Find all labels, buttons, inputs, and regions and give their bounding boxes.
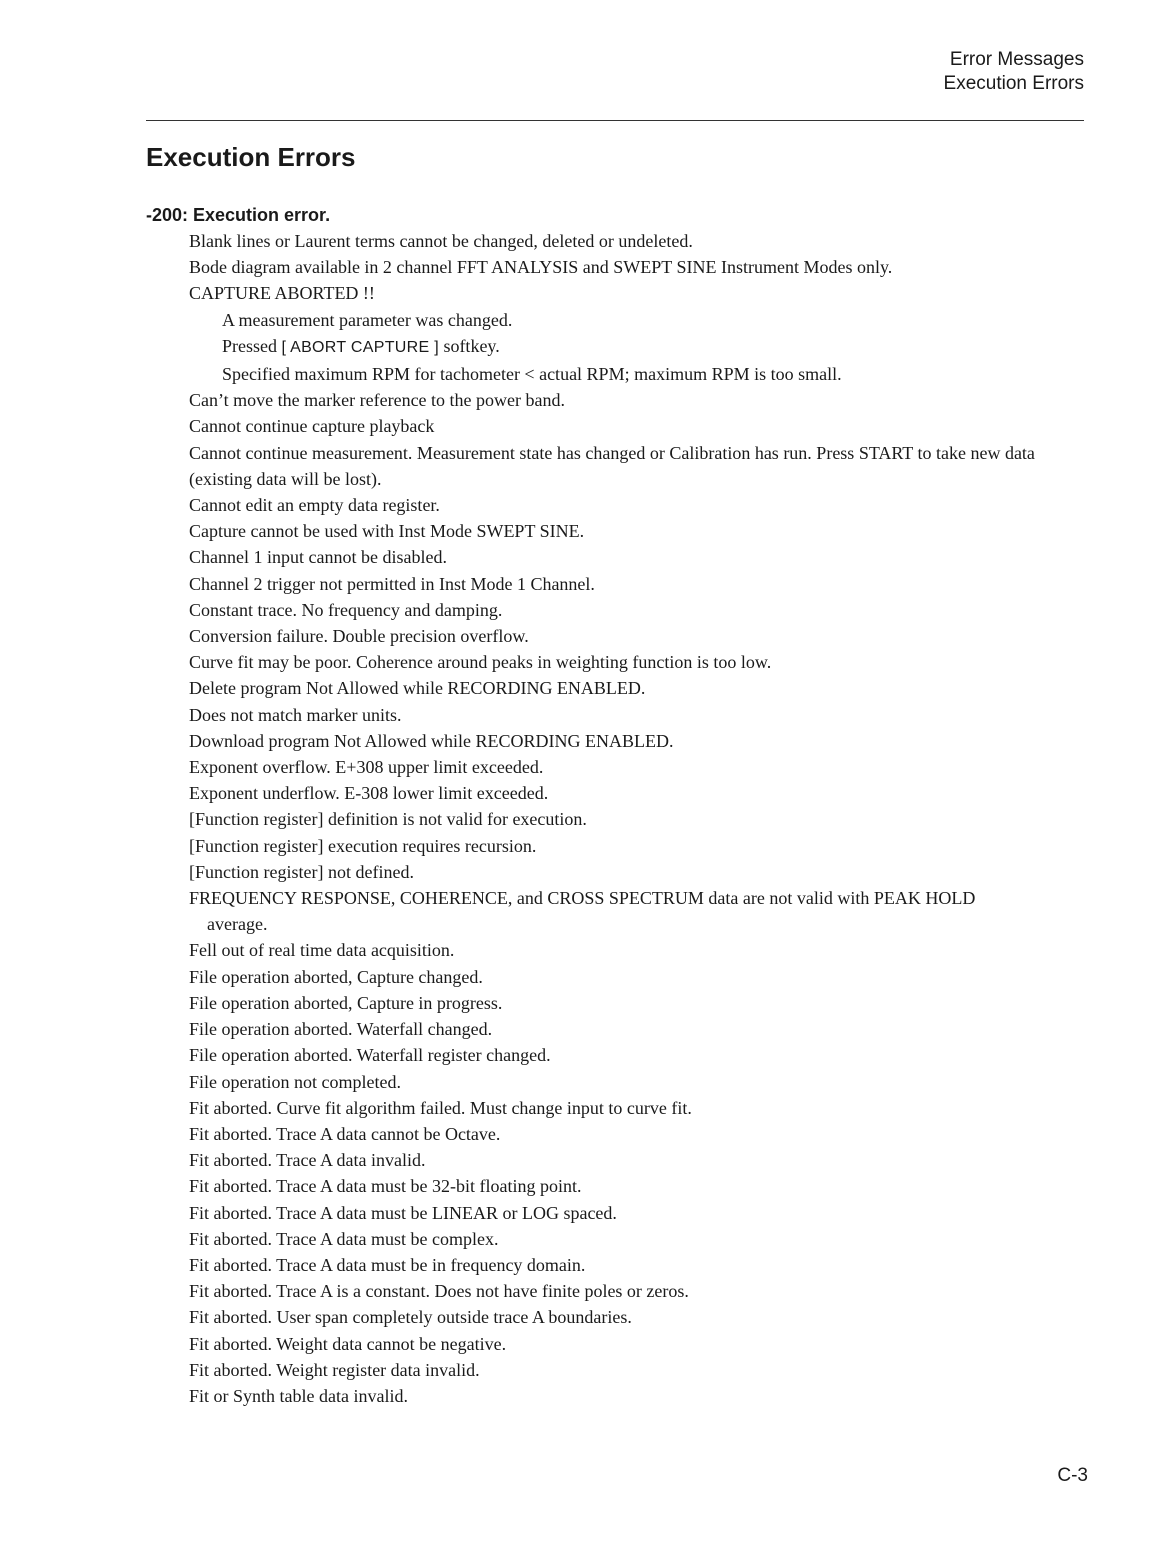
error-message: [Function register] execution requires recursion. xyxy=(189,835,537,856)
error-message: [Function register] not defined. xyxy=(189,861,414,882)
header-section: Error Messages xyxy=(949,49,1084,70)
error-message: Fit aborted. Trace A data must be in frequency domain. xyxy=(189,1254,586,1275)
header-rule xyxy=(146,120,1084,121)
error-message-list xyxy=(189,228,1084,1409)
header-subsection: Execution Errors xyxy=(943,73,1084,94)
error-message: File operation aborted, Capture in progress. xyxy=(189,992,503,1013)
error-message: Channel 2 trigger not permitted in Inst Mode 1 Channel. xyxy=(189,573,595,594)
error-message: Curve fit may be poor. Coherence around peaks in weighting function is too low. xyxy=(189,652,772,673)
error-message: Fit aborted. Trace A is a constant. Does not have finite poles or zeros. xyxy=(189,1281,689,1302)
error-message: Download program Not Allowed while RECORDING ENABLED. xyxy=(189,730,674,751)
error-message: Fit aborted. Weight register data invalid. xyxy=(189,1359,480,1380)
running-header xyxy=(944,48,1084,96)
error-message: File operation aborted. Waterfall register changed. xyxy=(189,1045,551,1066)
error-sub-message xyxy=(189,333,1084,361)
error-message: Cannot edit an empty data register. xyxy=(189,495,440,516)
error-message: Fit aborted. User span completely outside trace A boundaries. xyxy=(189,1307,632,1328)
page-number: C-3 xyxy=(1057,1465,1088,1486)
error-message: Fit aborted. Trace A data invalid. xyxy=(189,1150,426,1171)
error-message: File operation aborted. Waterfall changed. xyxy=(189,1019,493,1040)
error-message: Fit aborted. Curve fit algorithm failed. Must change input to curve fit. xyxy=(189,1097,692,1118)
error-message: [Function register] definition is not valid for execution. xyxy=(189,809,587,830)
error-message: Conversion failure. Double precision overflow. xyxy=(189,626,529,647)
error-message: Exponent overflow. E+308 upper limit exceeded. xyxy=(189,757,544,778)
softkey-label: [ ABORT CAPTURE ] xyxy=(281,338,439,356)
sub-message-prefix: Pressed xyxy=(222,335,277,356)
error-message: File operation aborted, Capture changed. xyxy=(189,966,483,987)
error-message: Can’t move the marker reference to the power band. xyxy=(189,390,566,411)
error-message: Capture cannot be used with Inst Mode SWEPT SINE. xyxy=(189,521,585,542)
error-message: Channel 1 input cannot be disabled. xyxy=(189,547,447,568)
error-message: Fit aborted. Trace A data cannot be Octave. xyxy=(189,1123,501,1144)
error-message: Fit aborted. Trace A data must be LINEAR or LOG spaced. xyxy=(189,1202,617,1223)
error-message: Exponent underflow. E-308 lower limit exceeded. xyxy=(189,783,549,804)
error-message: Delete program Not Allowed while RECORDING ENABLED. xyxy=(189,678,646,699)
error-message: Fit aborted. Weight data cannot be negative. xyxy=(189,1333,507,1354)
error-code-heading: -200: Execution error. xyxy=(146,205,331,225)
error-message: Fit aborted. Trace A data must be complex. xyxy=(189,1228,499,1249)
error-message: Cannot continue measurement. Measurement state has changed or Calibration has run. Press START to take new data (existing data will be lost). xyxy=(189,442,1035,489)
error-sub-message: Specified maximum RPM for tachometer < actual RPM; maximum RPM is too small. xyxy=(222,364,842,385)
error-message: Fell out of real time data acquisition. xyxy=(189,940,455,961)
error-message: FREQUENCY RESPONSE, COHERENCE, and CROSS SPECTRUM data are not valid with PEAK HOLD average. xyxy=(189,888,976,935)
error-message: Blank lines or Laurent terms cannot be changed, deleted or undeleted. xyxy=(189,231,693,251)
error-sub-message: A measurement parameter was changed. xyxy=(222,309,513,330)
error-message: Fit or Synth table data invalid. xyxy=(189,1385,408,1406)
error-message: Fit aborted. Trace A data must be 32-bit floating point. xyxy=(189,1176,582,1197)
error-message: Bode diagram available in 2 channel FFT ANALYSIS and SWEPT SINE Instrument Modes only. xyxy=(189,257,893,278)
error-message: Does not match marker units. xyxy=(189,704,402,725)
sub-message-suffix: softkey. xyxy=(443,335,500,356)
error-message: CAPTURE ABORTED !! xyxy=(189,283,375,304)
error-message: Cannot continue capture playback xyxy=(189,416,435,437)
error-message: Constant trace. No frequency and damping. xyxy=(189,599,503,620)
error-message: File operation not completed. xyxy=(189,1071,401,1092)
page-title: Execution Errors xyxy=(146,142,356,172)
